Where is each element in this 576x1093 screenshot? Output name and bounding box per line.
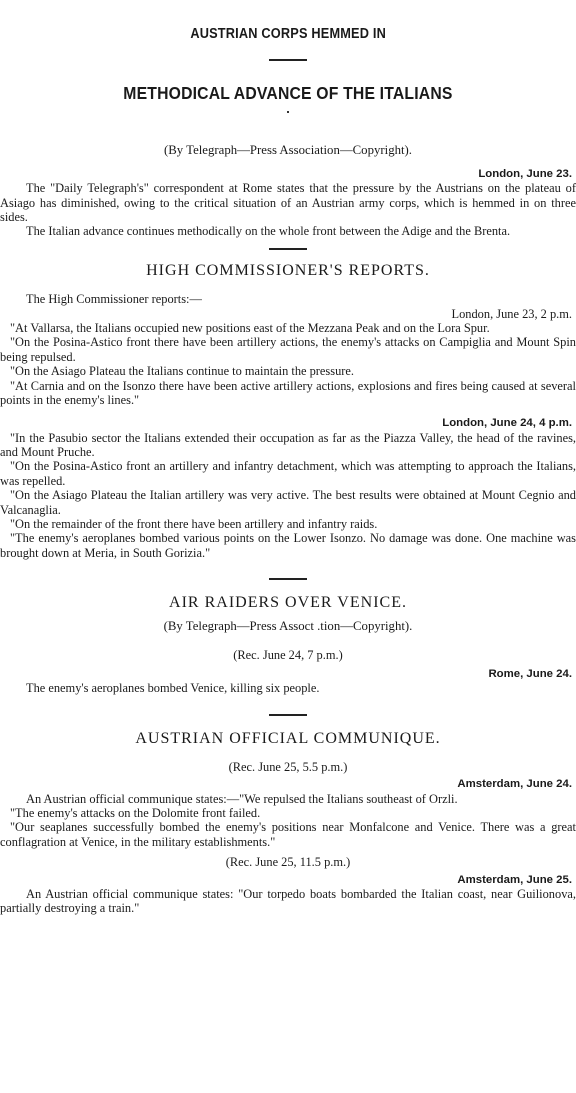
- divider: [269, 714, 307, 716]
- received-note: (Rec. June 25, 5.5 p.m.): [228, 760, 348, 775]
- dateline: London, June 23.: [478, 167, 572, 180]
- paragraph: "At Carnia and on the Isonzo there have been active artillery actions, explosions and fires being caused at several points in the enemy's lines.": [0, 378, 576, 408]
- dateline: Amsterdam, June 24.: [457, 778, 572, 791]
- headline-austrian-corps: AUSTRIAN CORPS HEMMED IN: [190, 26, 386, 42]
- divider-dot: [287, 111, 289, 113]
- headline-high-commissioner: HIGH COMMISSIONER'S REPORTS.: [146, 261, 430, 279]
- dateline: Rome, June 24.: [488, 667, 572, 680]
- paragraph: "On the Asiago Plateau the Italians continue to maintain the pressure.: [10, 364, 354, 379]
- subheadline-methodical-advance: METHODICAL ADVANCE OF THE ITALIANS: [123, 82, 453, 103]
- paragraph: "The enemy's attacks on the Dolomite front failed.: [10, 806, 261, 821]
- headline-official-communique: AUSTRIAN OFFICIAL COMMUNIQUE.: [135, 729, 441, 747]
- paragraph: An Austrian official communique states:—"We repulsed the Italians southeast of Orzli.: [26, 791, 458, 806]
- press-credit: (By Telegraph—Press Assoct .tion—Copyright).: [163, 618, 413, 633]
- paragraph: "The enemy's aeroplanes bombed various points on the Lower Isonzo. No damage was done. One machine was brought down at Meria, in South Gorizia.": [0, 531, 576, 560]
- paragraph: The Italian advance continues methodically on the whole front between the Adige and the Brenta.: [26, 224, 511, 239]
- paragraph: "In the Pasubio sector the Italians extended their occupation as far as the Piazza Valley, the head of the ravines, and Mount Pruche.: [0, 430, 576, 460]
- paragraph: The High Commissioner reports:—: [26, 292, 202, 307]
- divider: [269, 59, 307, 61]
- divider: [269, 248, 307, 250]
- divider: [269, 578, 307, 580]
- paragraph: "On the Asiago Plateau the Italian artillery was very active. The best results were obtained at Mount Cegnio and Valcanaglia.: [0, 488, 576, 517]
- paragraph: "On the Posina-Astico front an artillery and infantry detachment, which was attempting to approach the Italians, was repelled.: [0, 459, 576, 488]
- paragraph: The "Daily Telegraph's" correspondent at Rome states that the pressure by the Austrians on the plateau of Asiago has diminished, owing to the critical situation of an Austrian army corps, which is hemmed in on three sides.: [0, 181, 576, 224]
- press-credit: (By Telegraph—Press Association—Copyright).: [163, 143, 413, 158]
- received-note: (Rec. June 24, 7 p.m.): [233, 647, 343, 662]
- headline-air-raiders: AIR RAIDERS OVER VENICE.: [169, 594, 407, 612]
- paragraph: "On the remainder of the front there have been artillery and infantry raids.: [10, 516, 378, 531]
- dateline: London, June 24, 4 p.m.: [442, 417, 572, 430]
- paragraph: "On the Posina-Astico front there have been artillery actions, the enemy's attacks on Campiglia and Mount Spin being repulsed.: [0, 335, 576, 364]
- paragraph: An Austrian official communique states: "Our torpedo boats bombarded the Italian coast, near Guilionova, partially destroying a train.": [0, 886, 576, 916]
- received-note: (Rec. June 25, 11.5 p.m.): [225, 855, 351, 870]
- paragraph: "Our seaplanes successfully bombed the enemy's positions near Monfalcone and Venice. There was a great conflagration at Venice, in the military establishments.": [0, 820, 576, 849]
- paragraph: "At Vallarsa, the Italians occupied new positions east of the Mezzana Peak and on the Lora Spur.: [10, 321, 490, 336]
- paragraph: The enemy's aeroplanes bombed Venice, killing six people.: [26, 681, 320, 696]
- dateline: London, June 23, 2 p.m.: [451, 306, 572, 321]
- dateline: Amsterdam, June 25.: [457, 873, 572, 886]
